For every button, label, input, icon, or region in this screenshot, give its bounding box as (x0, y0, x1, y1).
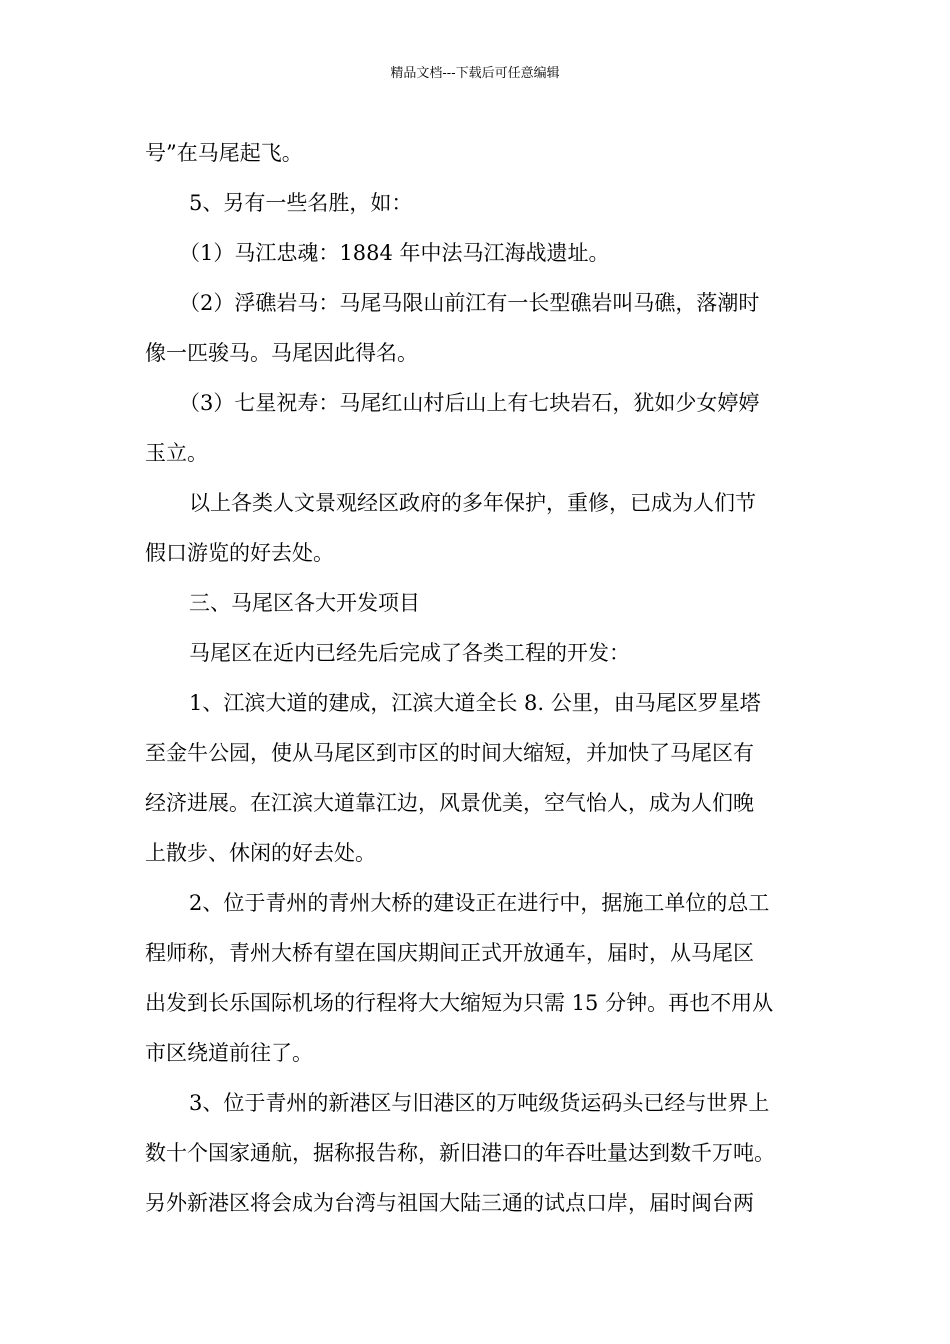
text-line: 市区绕道前往了。 (145, 1041, 313, 1065)
text-line: 5、另有一些名胜，如： (189, 191, 413, 215)
text-line: 程师称，青州大桥有望在国庆期间正式开放通车，届时，从马尾区 (145, 941, 754, 965)
text-line: 上散步、休闲的好去处。 (145, 841, 376, 865)
text-line: 玉立。 (145, 441, 208, 465)
text-line: 像一匹骏马。马尾因此得名。 (145, 341, 418, 365)
section-heading: 三、马尾区各大开发项目 (189, 591, 420, 615)
text-line: （2）浮礁岩马：马尾马限山前江有一长型礁岩叫马礁，落潮时 (179, 291, 760, 315)
page-header: 精品文档---下载后可任意编辑 (390, 66, 560, 81)
text-line: 马尾区在近内已经先后完成了各类工程的开发： (189, 641, 630, 665)
text-line: 1、江滨大道的建成，江滨大道全长 8. 公里，由马尾区罗星塔 (189, 691, 761, 715)
text-line: 另外新港区将会成为台湾与祖国大陆三通的试点口岸，届时闽台两 (145, 1191, 754, 1215)
text-line: 2、位于青州的青州大桥的建设正在进行中，据施工单位的总工 (189, 891, 770, 915)
text-line: 假口游览的好去处。 (145, 541, 334, 565)
text-line: 数十个国家通航，据称报告称，新旧港口的年吞吐量达到数千万吨。 (145, 1141, 775, 1165)
text-line: 出发到长乐国际机场的行程将大大缩短为只需 15 分钟。再也不用从 (145, 991, 774, 1015)
text-line: （1）马江忠魂：1884 年中法马江海战遗址。 (179, 241, 610, 265)
text-line: 经济进展。在江滨大道靠江边，风景优美，空气怡人，成为人们晚 (145, 791, 754, 815)
text-line: 至金牛公园，使从马尾区到市区的时间大缩短，并加快了马尾区有 (145, 741, 754, 765)
text-line: （3）七星祝寿：马尾红山村后山上有七块岩石，犹如少女婷婷 (179, 391, 760, 415)
text-line: 以上各类人文景观经区政府的多年保护，重修，已成为人们节 (189, 491, 756, 515)
text-line: 3、位于青州的新港区与旧港区的万吨级货运码头已经与世界上 (189, 1091, 770, 1115)
text-line: 号”在马尾起飞。 (145, 141, 303, 165)
document-body (145, 128, 817, 1228)
